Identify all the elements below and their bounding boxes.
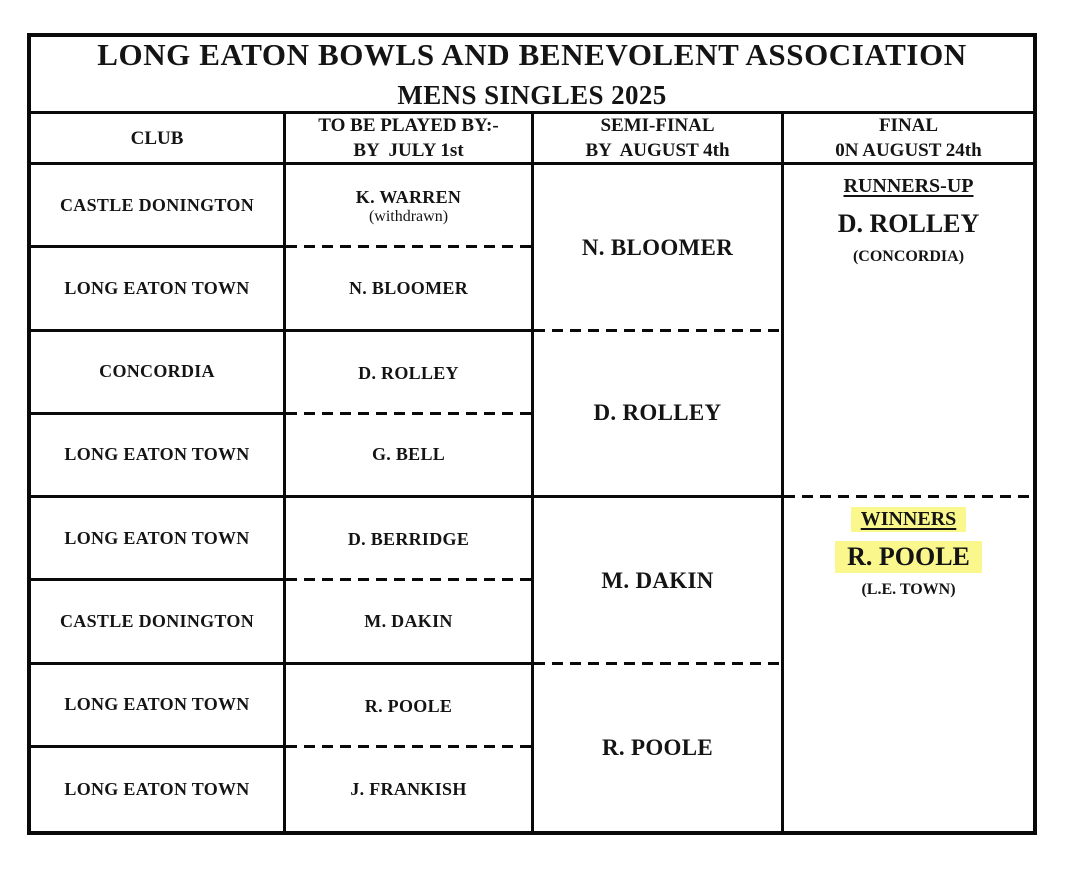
club-cell: CASTLE DONINGTON — [31, 165, 286, 248]
header-label: TO BE PLAYED BY:- — [318, 115, 499, 136]
title-block — [31, 37, 1033, 114]
column-header-semifinal — [534, 114, 784, 165]
header-deadline: BY AUGUST 4th — [585, 140, 730, 161]
player-cell — [286, 165, 534, 248]
page-title: LONG EATON BOWLS AND BENEVOLENT ASSOCIATION — [97, 37, 967, 72]
column-header-round1 — [286, 114, 534, 165]
header-label: FINAL — [878, 115, 939, 136]
player-cell: J. FRANKISH — [286, 748, 534, 831]
player-cell: D. BERRIDGE — [286, 498, 534, 581]
header-label: CLUB — [130, 127, 184, 149]
header-deadline: 0N AUGUST 24th — [835, 140, 982, 161]
column-header-club — [31, 114, 286, 165]
header-label: SEMI-FINAL — [600, 115, 715, 136]
player-cell: M. DAKIN — [286, 581, 534, 664]
club-cell: LONG EATON TOWN — [31, 665, 286, 748]
runners-up-name: D. ROLLEY — [837, 209, 980, 238]
player-name: K. WARREN — [355, 187, 462, 208]
player-cell: R. POOLE — [286, 665, 534, 748]
club-cell: LONG EATON TOWN — [31, 748, 286, 831]
semifinal-winner-cell: M. DAKIN — [534, 498, 784, 665]
semifinal-winner-cell: R. POOLE — [534, 665, 784, 832]
club-cell: CASTLE DONINGTON — [31, 581, 286, 664]
withdrawn-note: (withdrawn) — [368, 208, 449, 226]
header-deadline: BY JULY 1st — [353, 140, 464, 161]
winners-cell — [784, 498, 1033, 831]
tournament-bracket-sheet — [27, 33, 1037, 835]
club-cell: CONCORDIA — [31, 332, 286, 415]
winners-name: R. POOLE — [835, 541, 982, 573]
club-cell: LONG EATON TOWN — [31, 498, 286, 581]
semifinal-winner-cell: N. BLOOMER — [534, 165, 784, 332]
runners-up-cell — [784, 165, 1033, 498]
column-header-final — [784, 114, 1033, 165]
semifinal-winner-cell: D. ROLLEY — [534, 332, 784, 499]
club-cell: LONG EATON TOWN — [31, 248, 286, 331]
player-cell: N. BLOOMER — [286, 248, 534, 331]
player-cell: D. ROLLEY — [286, 332, 534, 415]
winners-label: WINNERS — [851, 507, 967, 532]
runners-up-label: RUNNERS-UP — [843, 175, 974, 197]
page-subtitle: MENS SINGLES 2025 — [397, 80, 667, 110]
club-cell: LONG EATON TOWN — [31, 415, 286, 498]
runners-up-club: (CONCORDIA) — [852, 248, 965, 265]
player-cell: G. BELL — [286, 415, 534, 498]
winners-club: (L.E. TOWN) — [861, 581, 956, 598]
